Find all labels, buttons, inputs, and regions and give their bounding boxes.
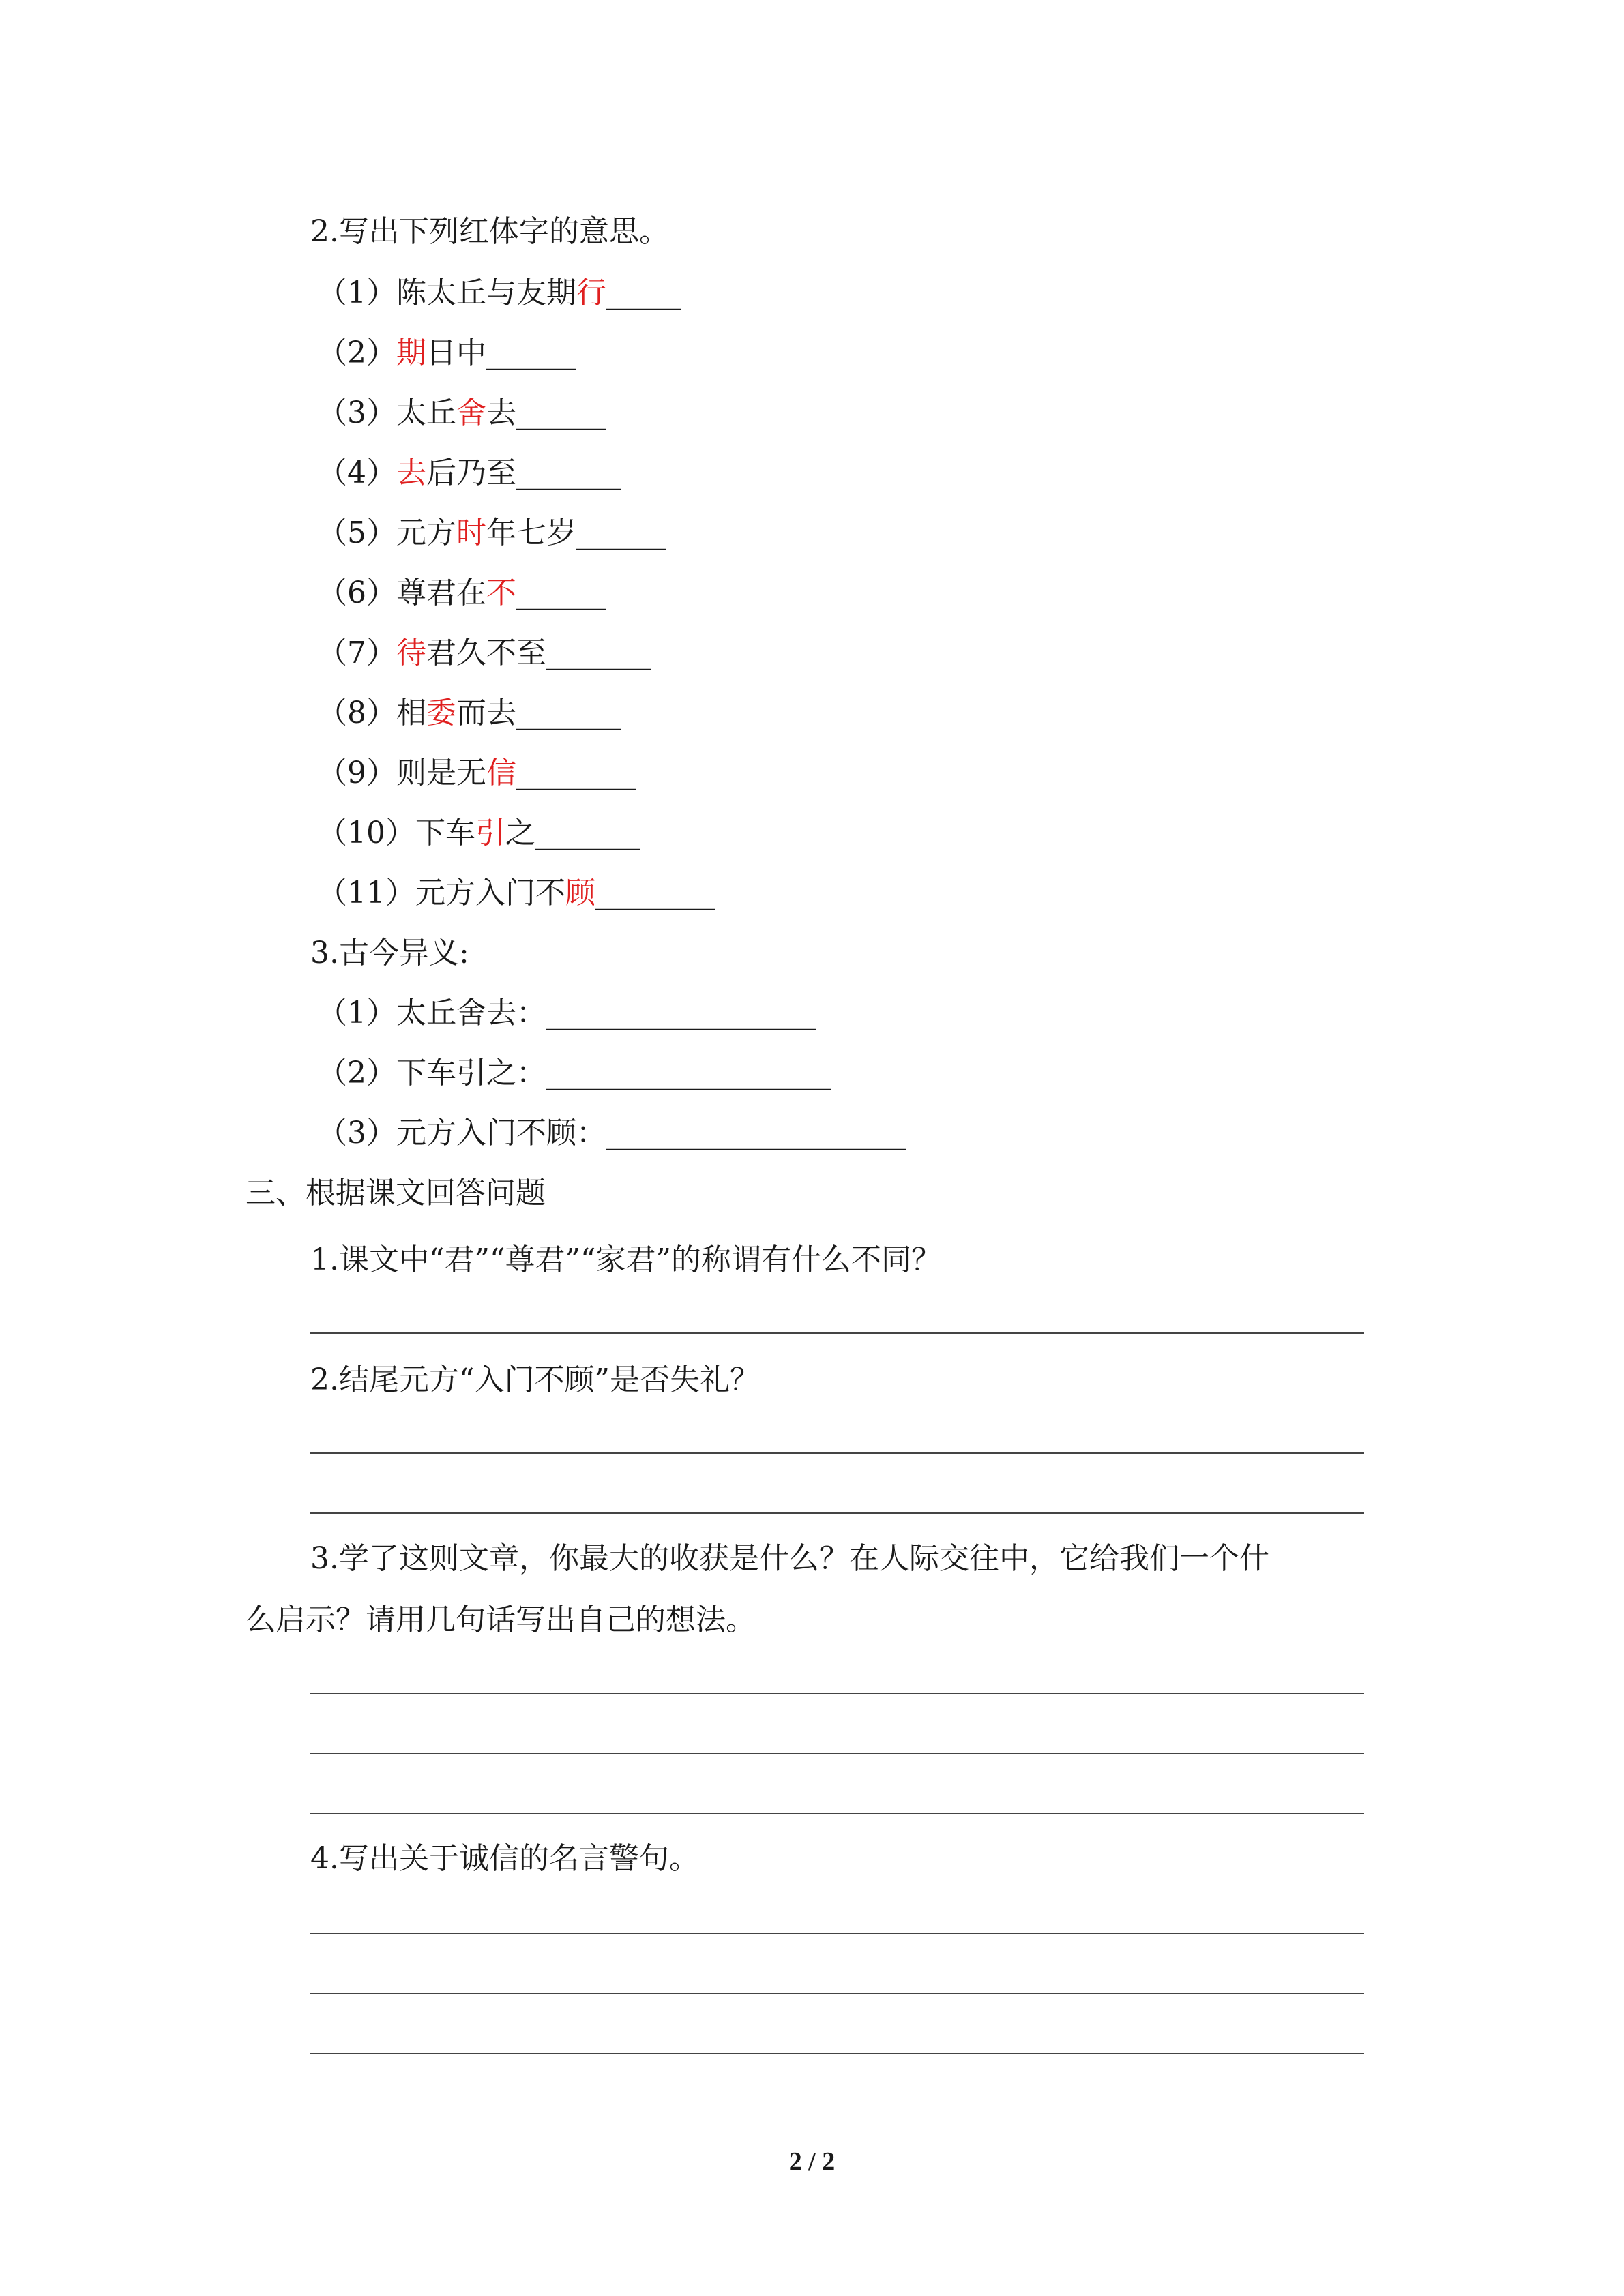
q2-item-11: （11）元方入门不顾________ <box>317 876 715 910</box>
answer-line[interactable] <box>310 1693 1364 1694</box>
answer-line[interactable] <box>310 1753 1364 1754</box>
answer-line[interactable] <box>310 1813 1364 1814</box>
q2-item-7: （7）待君久不至_______ <box>317 636 651 670</box>
q2-item-1: （1）陈太丘与友期行_____ <box>317 275 681 310</box>
q3-item-3: （3）元方入门不顾：____________________ <box>317 1116 906 1150</box>
q2-item-5: （5）元方时年七岁______ <box>317 516 666 550</box>
answer-line[interactable] <box>310 1993 1364 1994</box>
section3-q1: 1.课文中“君”“尊君”“家君”的称谓有什么不同？ <box>310 1242 941 1277</box>
section3-q3-line1: 3.学了这则文章，你最大的收获是什么？在人际交往中，它给我们一个什 <box>310 1541 1269 1576</box>
q2-item-9: （9）则是无信________ <box>317 756 636 790</box>
q2-item-6: （6）尊君在不______ <box>317 576 606 610</box>
answer-line[interactable] <box>310 1332 1364 1334</box>
section3-q2: 2.结尾元方“入门不顾”是否失礼？ <box>310 1362 760 1397</box>
q2-item-10: （10）下车引之_______ <box>317 816 640 850</box>
q3-item-1: （1）太丘舍去：__________________ <box>317 996 816 1030</box>
section3-q3-line2: 么启示？请用几句话写出自己的想法。 <box>246 1602 756 1637</box>
q2-item-8: （8）相委而去_______ <box>317 696 621 730</box>
section3-q4: 4.写出关于诚信的名言警句。 <box>310 1841 699 1876</box>
q2-item-2: （2）期日中______ <box>317 336 576 370</box>
answer-line[interactable] <box>310 2053 1364 2054</box>
q2-item-4: （4）去后乃至_______ <box>317 456 621 490</box>
section3-title: 三、根据课文回答问题 <box>246 1176 546 1210</box>
q3-item-2: （2）下车引之：___________________ <box>317 1056 831 1090</box>
answer-line[interactable] <box>310 1452 1364 1454</box>
q2-item-3: （3）太丘舍去______ <box>317 396 606 430</box>
answer-line[interactable] <box>310 1933 1364 1934</box>
q2-title: 2.写出下列红体字的意思。 <box>310 214 669 249</box>
q3-title: 3.古今异义: <box>310 936 469 970</box>
answer-line[interactable] <box>310 1512 1364 1514</box>
page-number: 2 / 2 <box>788 2147 836 2176</box>
